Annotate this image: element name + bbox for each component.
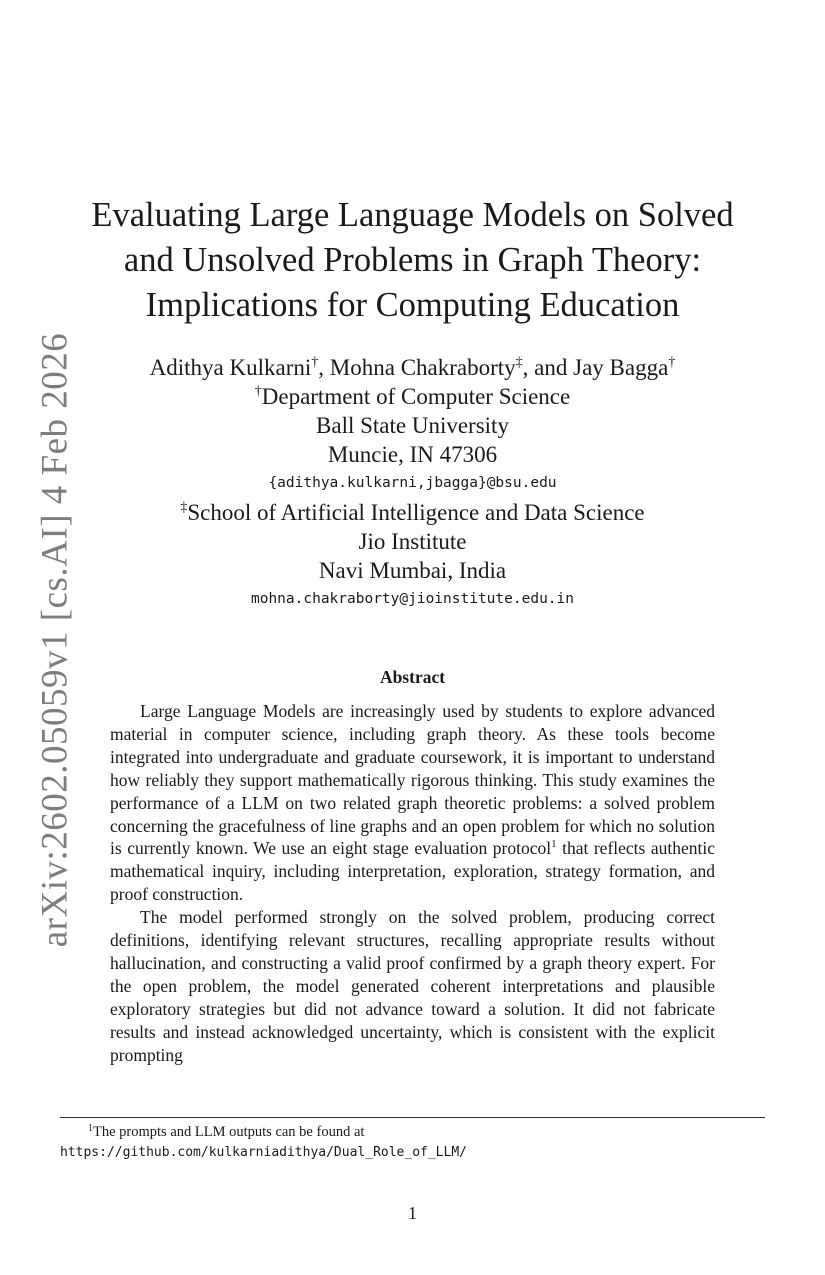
affiliation-2-department: ‡School of Artificial Intelligence and Data Science — [180, 500, 645, 525]
affiliation-2-email[interactable]: mohna.chakraborty@jioinstitute.edu.in — [250, 591, 574, 607]
affiliation-1-department: †Department of Computer Science — [254, 384, 571, 409]
affiliation-1-email[interactable]: {adithya.kulkarni,jbagga}@bsu.edu — [268, 475, 557, 491]
affiliation-mark: ‡ — [515, 355, 523, 370]
author-name: Jay Bagga — [573, 355, 669, 380]
affiliation-mark: † — [254, 384, 262, 399]
footnote-reference[interactable]: 1 — [551, 838, 557, 851]
title-line-3: Implications for Computing Education — [145, 286, 680, 324]
author-names: Adithya Kulkarni†, Mohna Chakraborty‡, and Jay Bagga† — [149, 355, 676, 380]
affiliation-2-institute: Jio Institute — [358, 529, 467, 554]
footnote — [60, 1122, 765, 1163]
abstract-body — [110, 700, 715, 1067]
author-name: Adithya Kulkarni — [149, 355, 312, 380]
footnote-mark: 1 — [88, 1123, 93, 1134]
affiliation-1-location: Muncie, IN 47306 — [327, 442, 498, 467]
affiliation-mark: † — [311, 355, 319, 370]
author-block — [60, 353, 765, 614]
arxiv-identifier: arXiv:2602.05059v1 [cs.AI] 4 Feb 2026 — [34, 332, 76, 948]
author-name: Mohna Chakraborty — [329, 355, 516, 380]
title-line-1: Evaluating Large Language Models on Solved — [91, 196, 734, 234]
footnote-url-link[interactable]: https://github.com/kulkarniadithya/Dual_Role_of_LLM/ — [60, 1145, 467, 1160]
title-line-2: and Unsolved Problems in Graph Theory: — [123, 241, 702, 279]
paper-title — [60, 193, 765, 328]
affiliation-mark: ‡ — [180, 500, 188, 515]
abstract-paragraph-2: The model performed strongly on the solved problem, producing correct definitions, identifying relevant structures, recalling appropriate results without hallucination, and constructing a valid proof confirmed by a graph theory expert. For the open problem, the model generated coherent interpretations and plausible exploratory strategies but did not advance toward a solution. It did not fabricate results and instead acknowledged uncertainty, which is consistent with the explicit prompting — [110, 907, 715, 1065]
abstract-paragraph-1: Large Language Models are increasingly used by students to explore advanced material in computer science, including graph theory. As these tools become integrated into undergraduate and graduate coursework, it is important to understand how reliably they support mathematically rigorous thinking. This study examines the performance of a LLM on two related graph theoretic problems: a solved problem concerning the gracefulness of line graphs and an open problem for which no solution is currently known. We use an eight stage evaluation protocol$^1$ that reflects authentic mathematical inquiry, including interpretation, exploration, strategy formation, and proof construction. — [110, 701, 716, 905]
affiliation-1-university: Ball State University — [316, 413, 509, 438]
page-number: 1 — [408, 1203, 417, 1223]
abstract-heading: Abstract — [379, 667, 446, 687]
affiliation-2-location: Navi Mumbai, India — [318, 558, 507, 583]
footnote-divider — [60, 1117, 765, 1118]
affiliation-mark: † — [668, 355, 676, 370]
footnote-text: The prompts and LLM outputs can be found at — [93, 1124, 365, 1140]
